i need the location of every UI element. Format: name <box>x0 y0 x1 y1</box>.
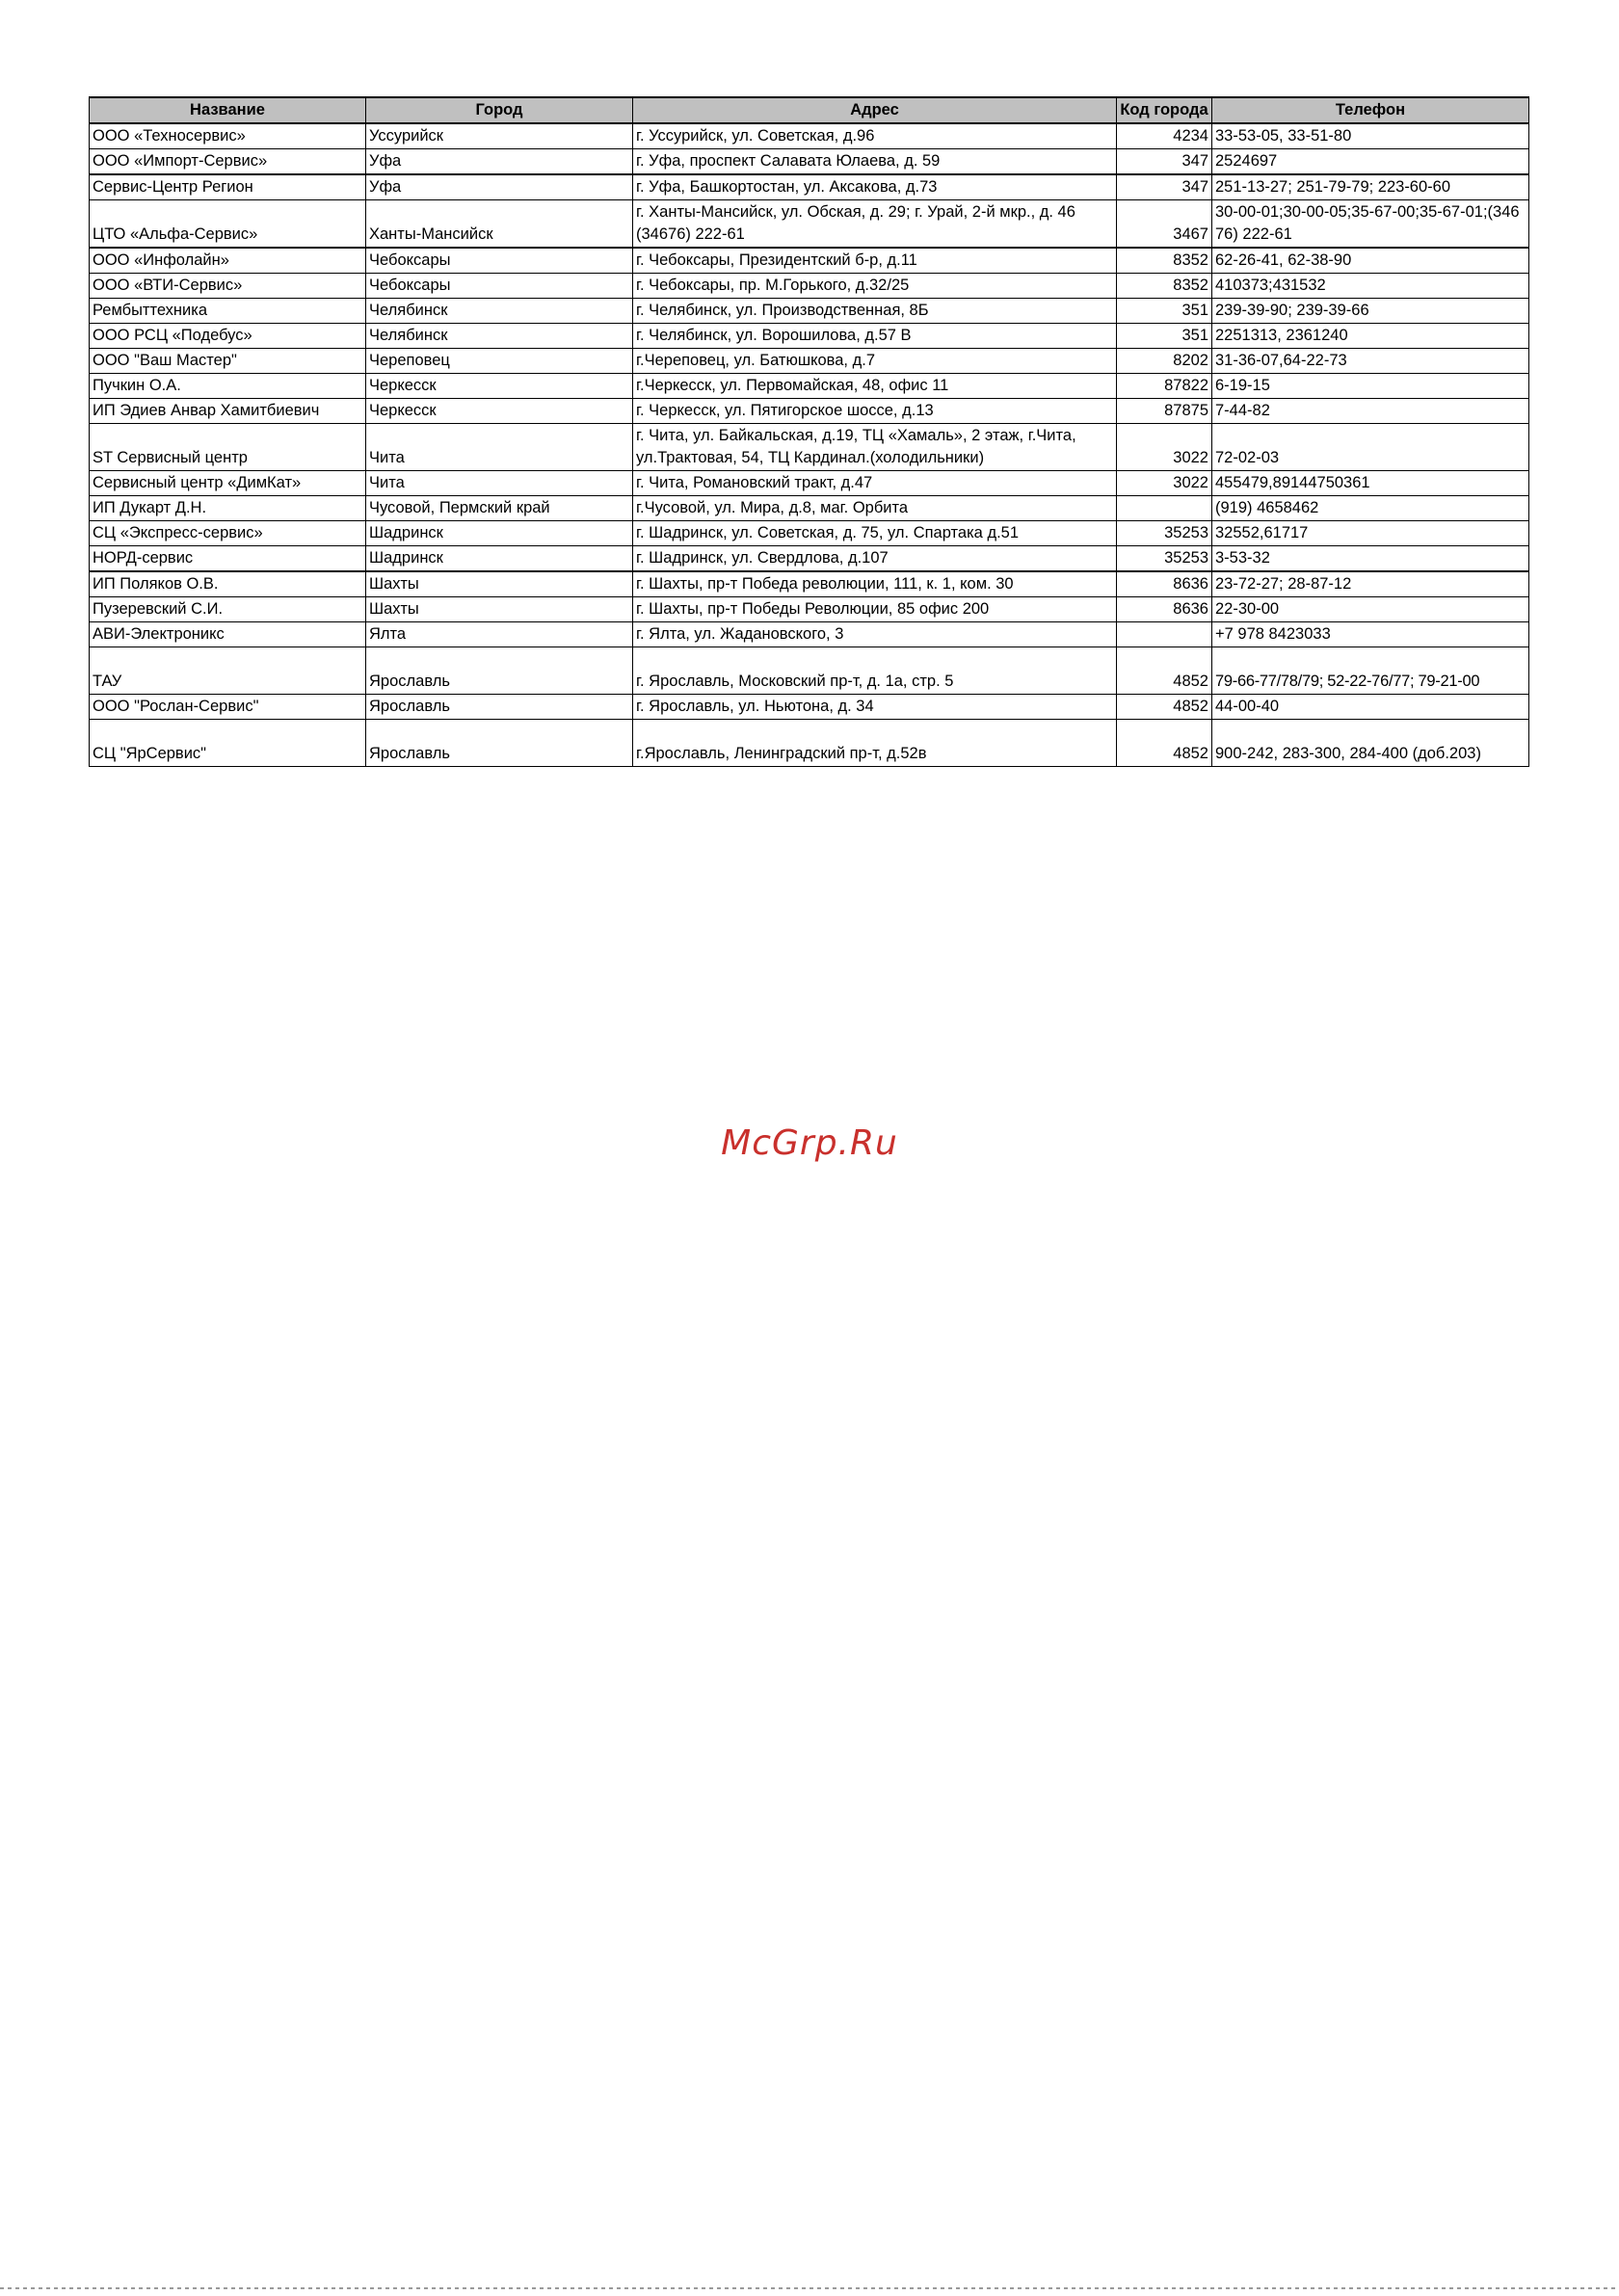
table-row <box>90 424 1529 471</box>
table-row <box>90 622 1529 647</box>
cell-phone: 6-19-15 <box>1212 374 1529 399</box>
cell-address: г. Чебоксары, пр. М.Горького, д.32/25 <box>633 274 1117 299</box>
cell-address: г. Челябинск, ул. Производственная, 8Б <box>633 299 1117 324</box>
cell-city: Ярославль <box>366 720 633 767</box>
table-row <box>90 274 1529 299</box>
cell-phone: 22-30-00 <box>1212 597 1529 622</box>
cell-address: г. Шадринск, ул. Советская, д. 75, ул. Спартака д.51 <box>633 521 1117 546</box>
cell-city: Шахты <box>366 571 633 597</box>
cell-city: Челябинск <box>366 299 633 324</box>
cell-phone: 7-44-82 <box>1212 399 1529 424</box>
cell-address: г. Уфа, проспект Салавата Юлаева, д. 59 <box>633 149 1117 175</box>
cell-city: Черкесск <box>366 399 633 424</box>
cell-phone: 44-00-40 <box>1212 695 1529 720</box>
table-row <box>90 324 1529 349</box>
cell-name: ООО "Ваш Мастер" <box>90 349 366 374</box>
cell-city: Ярославль <box>366 695 633 720</box>
cell-address: г. Ярославль, ул. Ньютона, д. 34 <box>633 695 1117 720</box>
cell-name: АВИ-Электроникс <box>90 622 366 647</box>
service-centers-table <box>89 96 1529 767</box>
header-address: Адрес <box>633 97 1117 123</box>
cell-address: г. Чита, Романовский тракт, д.47 <box>633 471 1117 496</box>
cell-city: Шахты <box>366 597 633 622</box>
table-row <box>90 123 1529 149</box>
cell-phone: 900-242, 283-300, 284-400 (доб.203) <box>1212 720 1529 767</box>
table-row <box>90 399 1529 424</box>
cell-name: ООО «Инфолайн» <box>90 248 366 274</box>
cell-phone: +7 978 8423033 <box>1212 622 1529 647</box>
cell-address: г. Шахты, пр-т Победа революции, 111, к. 1, ком. 30 <box>633 571 1117 597</box>
cell-phone: 31-36-07,64-22-73 <box>1212 349 1529 374</box>
cell-phone: 410373;431532 <box>1212 274 1529 299</box>
cell-address: г.Черкесск, ул. Первомайская, 48, офис 11 <box>633 374 1117 399</box>
table-row <box>90 248 1529 274</box>
cell-phone: 251-13-27; 251-79-79; 223-60-60 <box>1212 174 1529 200</box>
cell-phone: 3-53-32 <box>1212 546 1529 572</box>
cell-phone: 2251313, 2361240 <box>1212 324 1529 349</box>
cell-address: г. Уссурийск, ул. Советская, д.96 <box>633 123 1117 149</box>
cell-code: 4852 <box>1117 647 1212 695</box>
cell-code: 4852 <box>1117 720 1212 767</box>
cell-address: г. Ханты-Мансийск, ул. Обская, д. 29; г. Урай, 2-й мкр., д. 46 (34676) 222-61 <box>633 200 1117 249</box>
cell-name: ООО «Импорт-Сервис» <box>90 149 366 175</box>
cell-name: ООО «Техносервис» <box>90 123 366 149</box>
cell-city: Чита <box>366 424 633 471</box>
cell-phone: 30-00-01;30-00-05;35-67-00;35-67-01;(34676) 222-61 <box>1212 200 1529 249</box>
cell-city: Ханты-Мансийск <box>366 200 633 249</box>
cell-code: 8352 <box>1117 248 1212 274</box>
table-row <box>90 695 1529 720</box>
cell-city: Черкесск <box>366 374 633 399</box>
cell-city: Чебоксары <box>366 248 633 274</box>
cell-phone: 239-39-90; 239-39-66 <box>1212 299 1529 324</box>
table-row <box>90 299 1529 324</box>
cell-name: ST Сервисный центр <box>90 424 366 471</box>
cell-name: ИП Дукарт Д.Н. <box>90 496 366 521</box>
cell-code: 87875 <box>1117 399 1212 424</box>
cell-city: Шадринск <box>366 546 633 572</box>
cell-code <box>1117 496 1212 521</box>
cell-code: 351 <box>1117 299 1212 324</box>
cell-phone: 2524697 <box>1212 149 1529 175</box>
cell-code: 8202 <box>1117 349 1212 374</box>
table-row <box>90 571 1529 597</box>
cell-address: г.Череповец, ул. Батюшкова, д.7 <box>633 349 1117 374</box>
cell-name: ООО «ВТИ-Сервис» <box>90 274 366 299</box>
cell-phone: 32552,61717 <box>1212 521 1529 546</box>
cell-code: 3022 <box>1117 471 1212 496</box>
cell-city: Чита <box>366 471 633 496</box>
cell-address: г.Ярославль, Ленинградский пр-т, д.52в <box>633 720 1117 767</box>
cell-code: 87822 <box>1117 374 1212 399</box>
header-row <box>90 97 1529 123</box>
cell-city: Челябинск <box>366 324 633 349</box>
cell-address: г. Ярославль, Московский пр-т, д. 1а, стр. 5 <box>633 647 1117 695</box>
cell-address: г. Ялта, ул. Жадановского, 3 <box>633 622 1117 647</box>
cell-code: 347 <box>1117 149 1212 175</box>
table-row <box>90 174 1529 200</box>
cell-address: г. Шадринск, ул. Свердлова, д.107 <box>633 546 1117 572</box>
cell-code: 4852 <box>1117 695 1212 720</box>
table-row <box>90 374 1529 399</box>
table-row <box>90 546 1529 572</box>
cell-name: Пузеревский С.И. <box>90 597 366 622</box>
cell-address: г.Чусовой, ул. Мира, д.8, маг. Орбита <box>633 496 1117 521</box>
cell-city: Ялта <box>366 622 633 647</box>
table-row <box>90 496 1529 521</box>
cell-phone: 79-66-77/78/79; 52-22-76/77; 79-21-00 <box>1212 647 1529 695</box>
cell-name: ТАУ <box>90 647 366 695</box>
table-row <box>90 200 1529 249</box>
cell-city: Уссурийск <box>366 123 633 149</box>
cell-name: ООО РСЦ «Подебус» <box>90 324 366 349</box>
cell-name: ЦТО «Альфа-Сервис» <box>90 200 366 249</box>
cell-name: Пучкин О.А. <box>90 374 366 399</box>
table-row <box>90 471 1529 496</box>
table-row <box>90 349 1529 374</box>
cell-name: ООО "Рослан-Сервис" <box>90 695 366 720</box>
header-name: Название <box>90 97 366 123</box>
cell-code: 3467 <box>1117 200 1212 249</box>
watermark: McGrp.Ru <box>721 1123 898 1163</box>
cell-phone: 62-26-41, 62-38-90 <box>1212 248 1529 274</box>
cell-code: 35253 <box>1117 546 1212 572</box>
cell-code: 351 <box>1117 324 1212 349</box>
cell-phone: 455479,89144750361 <box>1212 471 1529 496</box>
cell-name: Сервис-Центр Регион <box>90 174 366 200</box>
cell-city: Уфа <box>366 149 633 175</box>
cell-phone: 33-53-05, 33-51-80 <box>1212 123 1529 149</box>
header-code: Код города <box>1117 97 1212 123</box>
cell-name: ИП Эдиев Анвар Хамитбиевич <box>90 399 366 424</box>
cell-address: г. Челябинск, ул. Ворошилова, д.57 В <box>633 324 1117 349</box>
cell-address: г. Шахты, пр-т Победы Революции, 85 офис 200 <box>633 597 1117 622</box>
cell-code: 8636 <box>1117 597 1212 622</box>
cell-code: 3022 <box>1117 424 1212 471</box>
cell-code: 8636 <box>1117 571 1212 597</box>
table-row <box>90 597 1529 622</box>
cell-code: 35253 <box>1117 521 1212 546</box>
cell-name: СЦ "ЯрСервис" <box>90 720 366 767</box>
table-row <box>90 521 1529 546</box>
cell-address: г. Чебоксары, Президентский б-р, д.11 <box>633 248 1117 274</box>
cell-name: Рембыттехника <box>90 299 366 324</box>
cell-phone: 23-72-27; 28-87-12 <box>1212 571 1529 597</box>
cell-city: Чусовой, Пермский край <box>366 496 633 521</box>
cell-address: г. Черкесск, ул. Пятигорское шоссе, д.13 <box>633 399 1117 424</box>
page-bottom-divider <box>0 2287 1619 2289</box>
cell-address: г. Уфа, Башкортостан, ул. Аксакова, д.73 <box>633 174 1117 200</box>
cell-code: 347 <box>1117 174 1212 200</box>
cell-city: Шадринск <box>366 521 633 546</box>
cell-code <box>1117 622 1212 647</box>
cell-city: Уфа <box>366 174 633 200</box>
cell-phone: 72-02-03 <box>1212 424 1529 471</box>
table-row <box>90 647 1529 695</box>
table-row <box>90 149 1529 175</box>
header-phone: Телефон <box>1212 97 1529 123</box>
table-row <box>90 720 1529 767</box>
cell-name: Сервисный центр «ДимКат» <box>90 471 366 496</box>
cell-city: Череповец <box>366 349 633 374</box>
cell-phone: (919) 4658462 <box>1212 496 1529 521</box>
cell-city: Ярославль <box>366 647 633 695</box>
cell-city: Чебоксары <box>366 274 633 299</box>
cell-name: НОРД-сервис <box>90 546 366 572</box>
cell-name: ИП Поляков О.В. <box>90 571 366 597</box>
cell-code: 8352 <box>1117 274 1212 299</box>
cell-address: г. Чита, ул. Байкальская, д.19, ТЦ «Хамаль», 2 этаж, г.Чита, ул.Трактовая, 54, ТЦ Кардинал.(холодильники) <box>633 424 1117 471</box>
cell-name: СЦ «Экспресс-сервис» <box>90 521 366 546</box>
cell-code: 4234 <box>1117 123 1212 149</box>
header-city: Город <box>366 97 633 123</box>
